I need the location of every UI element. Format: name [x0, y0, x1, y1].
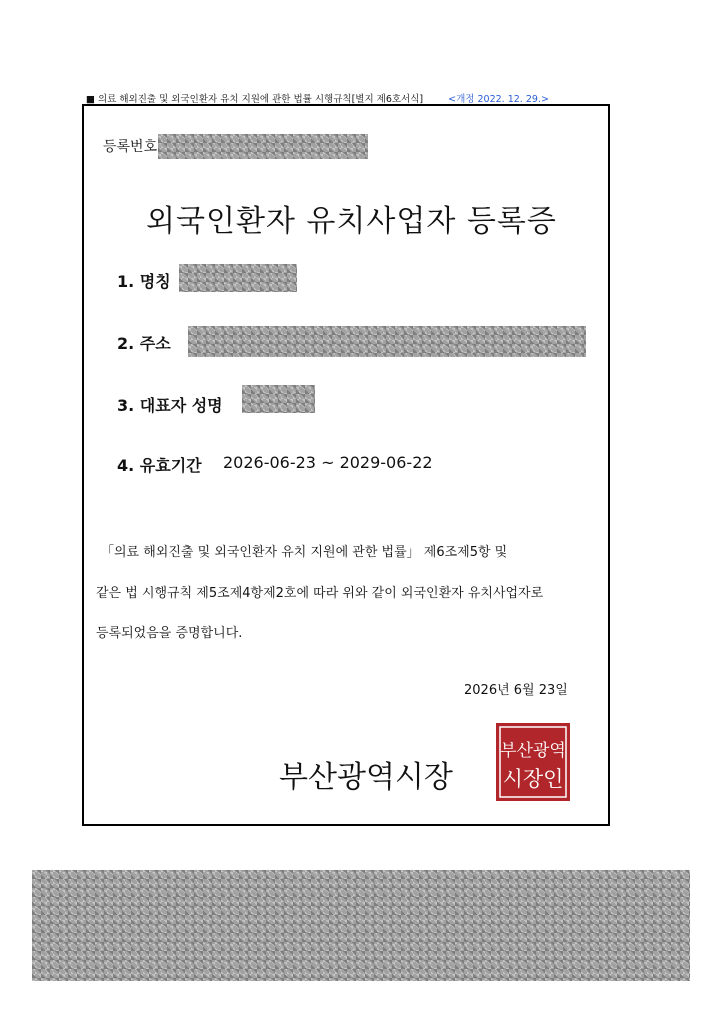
- revision-date: <개정 2022. 12. 29.>: [448, 94, 549, 105]
- registration-number-redacted: [158, 134, 368, 159]
- body-line-2: 같은 법 시행규칙 제5조제4항제2호에 따라 위와 같이 외국인환자 유치사업자로: [96, 586, 544, 601]
- seal-text-line-1: 부산광역: [500, 741, 566, 761]
- item-representative-label: 3. 대표자 성명: [117, 396, 223, 415]
- issuer-name: 부산광역시장: [279, 760, 453, 795]
- item-validity-value: 2026-06-23 ~ 2029-06-22: [223, 453, 433, 472]
- certificate-title: 외국인환자 유치사업자 등록증: [146, 204, 557, 239]
- official-seal-stamp: [496, 723, 570, 801]
- item-address-label: 2. 주소: [117, 334, 171, 353]
- registration-number-label: 등록번호: [103, 139, 158, 155]
- bottom-redacted-block: [32, 870, 690, 981]
- form-title: ■ 의료 해외진출 및 외국인환자 유치 지원에 관한 법률 시행규칙[별지 제6호서식]: [86, 94, 424, 105]
- seal-text-line-2: 시장인: [502, 767, 564, 791]
- item-representative-redacted: [242, 385, 315, 413]
- item-address-redacted: [188, 326, 586, 357]
- item-name-redacted: [179, 264, 297, 292]
- item-validity-label: 4. 유효기간: [117, 456, 202, 475]
- form-header: [86, 91, 549, 105]
- body-line-3: 등록되었음을 증명합니다.: [96, 626, 243, 641]
- item-name-label: 1. 명칭: [117, 272, 171, 291]
- body-line-1: 「의료 해외진출 및 외국인환자 유치 지원에 관한 법률」 제6조제5항 및: [101, 545, 508, 560]
- issue-date: 2026년 6월 23일: [464, 683, 568, 698]
